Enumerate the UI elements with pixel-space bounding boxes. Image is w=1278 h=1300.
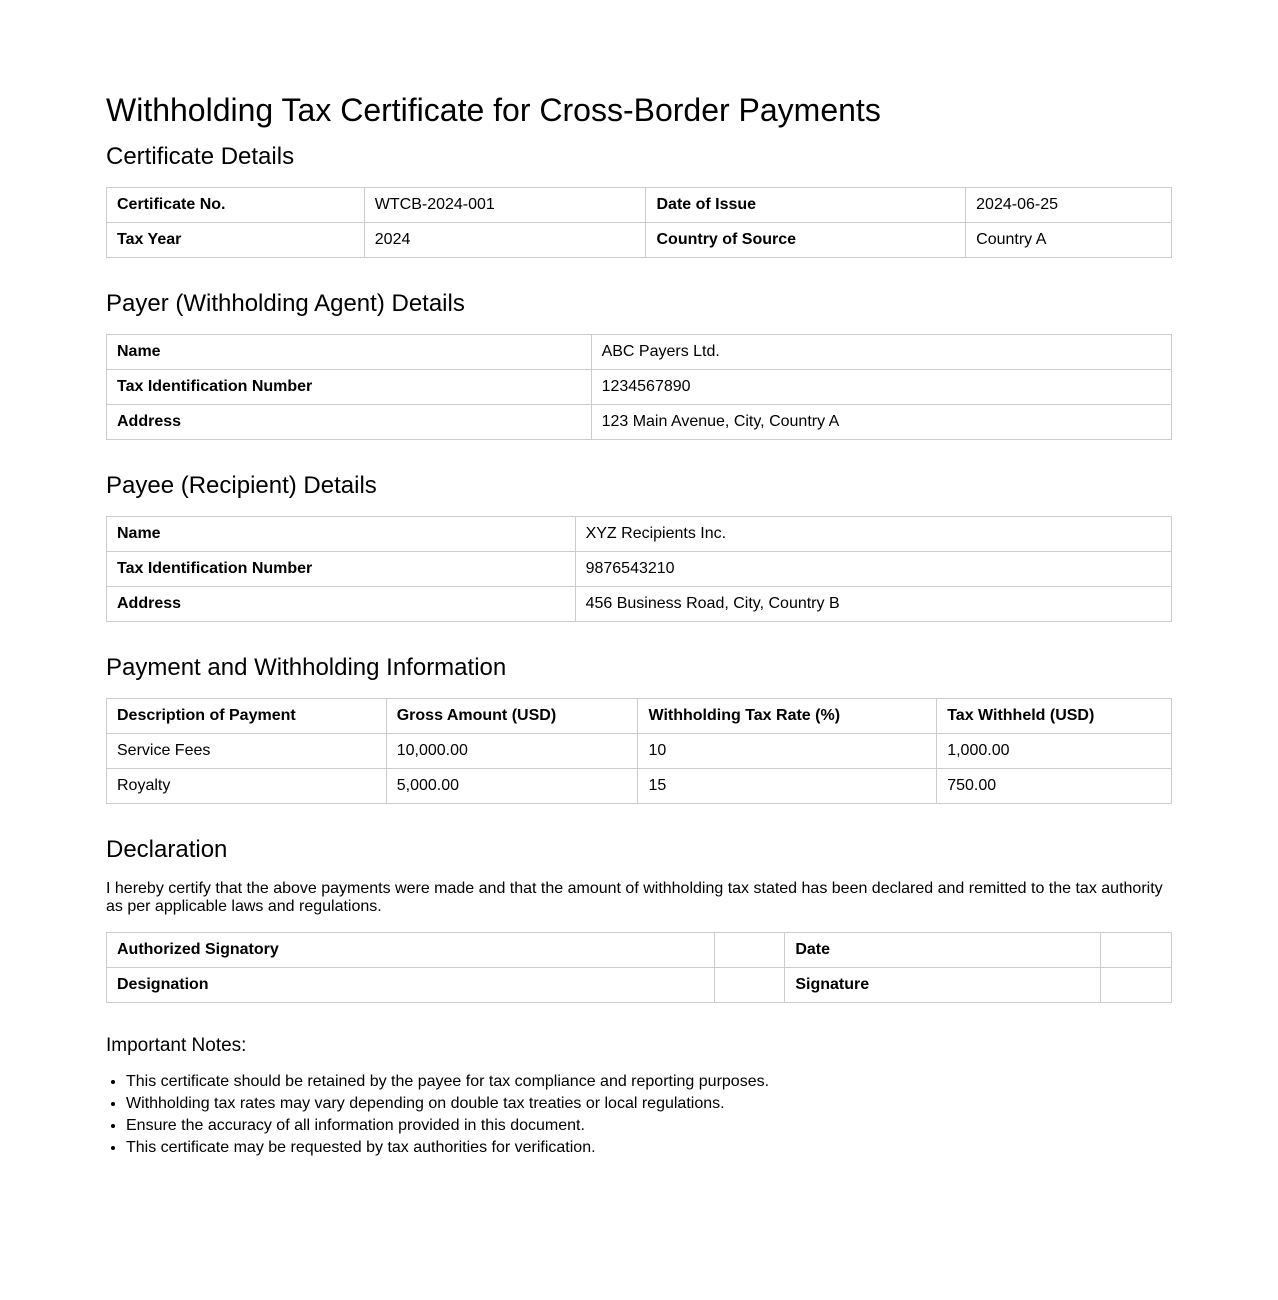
payer-address-value: 123 Main Avenue, City, Country A <box>591 405 1171 440</box>
column-header: Tax Withheld (USD) <box>937 699 1172 734</box>
country-of-source-value: Country A <box>966 223 1172 258</box>
date-label: Date <box>785 933 1101 968</box>
table-cell: 5,000.00 <box>386 769 638 804</box>
table-row <box>107 223 1172 258</box>
payer-tin-value: 1234567890 <box>591 370 1171 405</box>
table-row <box>107 370 1172 405</box>
payee-details-heading: Payee (Recipient) Details <box>106 472 377 499</box>
payment-info-heading: Payment and Withholding Information <box>106 654 507 681</box>
payer-details-table <box>106 334 1172 440</box>
table-row <box>107 188 1172 223</box>
declaration-text: I hereby certify that the above payments were made and that the amount of withholding tax stated has been declared and remitted to the tax authority as per applicable laws and regulations. <box>106 880 1163 915</box>
payer-name-label: Name <box>107 335 592 370</box>
declaration-heading: Declaration <box>106 836 228 863</box>
signature-table <box>106 932 1172 1003</box>
certificate-details-heading: Certificate Details <box>106 143 295 170</box>
payee-name-label: Name <box>107 517 576 552</box>
table-row <box>107 933 1172 968</box>
table-cell: 1,000.00 <box>937 734 1172 769</box>
table-cell: 10,000.00 <box>386 734 638 769</box>
table-row <box>107 552 1172 587</box>
table-cell: 750.00 <box>937 769 1172 804</box>
table-row <box>107 769 1172 804</box>
payee-address-value: 456 Business Road, City, Country B <box>575 587 1171 622</box>
signature-field <box>1101 968 1172 1003</box>
date-of-issue-value: 2024-06-25 <box>966 188 1172 223</box>
list-item: • Ensure the accuracy of all information provided in this document. <box>126 1115 1172 1137</box>
payment-info-table <box>106 698 1172 804</box>
page-title: Withholding Tax Certificate for Cross-Border Payments <box>106 92 881 128</box>
signature-label: Signature <box>785 968 1101 1003</box>
payee-details-table <box>106 516 1172 622</box>
table-header-row <box>107 699 1172 734</box>
important-notes-heading: Important Notes: <box>106 1035 247 1056</box>
authorized-signatory-field <box>715 933 785 968</box>
table-row <box>107 968 1172 1003</box>
list-item: • This certificate should be retained by the payee for tax compliance and reporting purposes. <box>126 1071 1172 1093</box>
table-row <box>107 517 1172 552</box>
tax-year-label: Tax Year <box>107 223 365 258</box>
certificate-no-label: Certificate No. <box>107 188 365 223</box>
country-of-source-label: Country of Source <box>646 223 966 258</box>
column-header: Description of Payment <box>107 699 387 734</box>
table-row <box>107 405 1172 440</box>
certificate-details-table <box>106 187 1172 258</box>
table-cell: 10 <box>638 734 937 769</box>
table-cell: Royalty <box>107 769 387 804</box>
payer-address-label: Address <box>107 405 592 440</box>
payee-tin-label: Tax Identification Number <box>107 552 576 587</box>
designation-label: Designation <box>107 968 715 1003</box>
table-row <box>107 734 1172 769</box>
designation-field <box>715 968 785 1003</box>
payee-tin-value: 9876543210 <box>575 552 1171 587</box>
table-cell: Service Fees <box>107 734 387 769</box>
payee-address-label: Address <box>107 587 576 622</box>
tax-year-value: 2024 <box>364 223 646 258</box>
list-item: • This certificate may be requested by tax authorities for verification. <box>126 1137 1172 1159</box>
date-field <box>1101 933 1172 968</box>
column-header: Withholding Tax Rate (%) <box>638 699 937 734</box>
table-row <box>107 335 1172 370</box>
column-header: Gross Amount (USD) <box>386 699 638 734</box>
payee-name-value: XYZ Recipients Inc. <box>575 517 1171 552</box>
payer-tin-label: Tax Identification Number <box>107 370 592 405</box>
authorized-signatory-label: Authorized Signatory <box>107 933 715 968</box>
date-of-issue-label: Date of Issue <box>646 188 966 223</box>
list-item: • Withholding tax rates may vary depending on double tax treaties or local regulations. <box>126 1093 1172 1115</box>
certificate-no-value: WTCB-2024-001 <box>364 188 646 223</box>
payer-details-heading: Payer (Withholding Agent) Details <box>106 290 465 317</box>
important-notes-list <box>106 1071 1172 1159</box>
table-cell: 15 <box>638 769 937 804</box>
table-row <box>107 587 1172 622</box>
payer-name-value: ABC Payers Ltd. <box>591 335 1171 370</box>
